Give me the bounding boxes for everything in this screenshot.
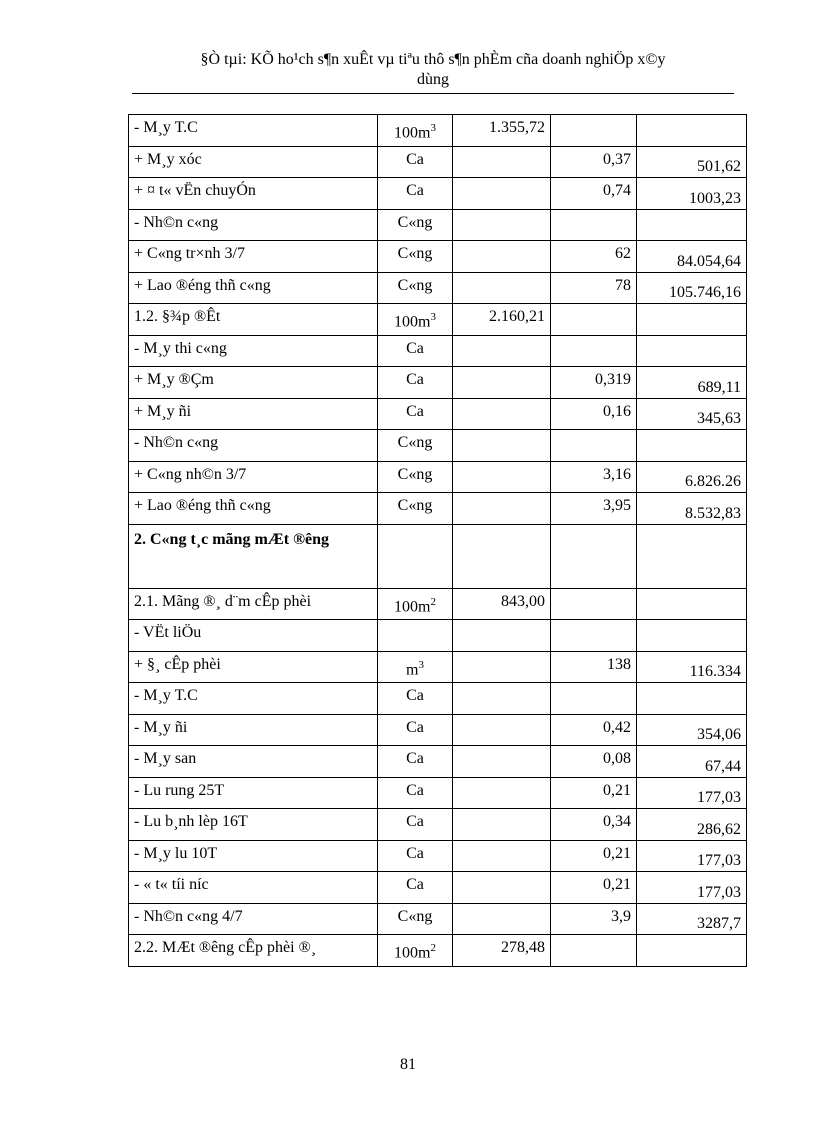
row-total-cell: 177,03	[637, 840, 747, 872]
row-unit-cell: Ca	[378, 872, 453, 904]
row-total-cell: 177,03	[637, 872, 747, 904]
row-unit-cell: Ca	[378, 809, 453, 841]
row-rate-cell	[551, 935, 637, 967]
page-number: 81	[400, 1056, 416, 1073]
row-quantity-cell: 278,48	[453, 935, 551, 967]
table-row	[129, 620, 747, 652]
table-row	[129, 335, 747, 367]
row-total-cell	[637, 588, 747, 620]
row-rate-cell	[551, 209, 637, 241]
row-total-cell: 67,44	[637, 746, 747, 778]
table-row	[129, 241, 747, 273]
row-quantity-cell	[453, 241, 551, 273]
row-unit-cell: Ca	[378, 683, 453, 715]
row-rate-cell: 0,37	[551, 146, 637, 178]
row-name-cell: - Nh©n c«ng 4/7	[129, 903, 378, 935]
row-quantity-cell	[453, 777, 551, 809]
page-header	[132, 50, 734, 90]
row-rate-cell	[551, 304, 637, 336]
row-rate-cell: 0,74	[551, 178, 637, 210]
row-quantity-cell	[453, 430, 551, 462]
row-rate-cell: 78	[551, 272, 637, 304]
table-row	[129, 272, 747, 304]
table-row	[129, 209, 747, 241]
row-rate-cell	[551, 335, 637, 367]
row-name-cell: - VËt liÖu	[129, 620, 378, 652]
row-name-cell: 2.1. Mãng ®¸ d¨m cÊp phèi	[129, 588, 378, 620]
row-quantity-cell	[453, 620, 551, 652]
row-unit-cell: C«ng	[378, 241, 453, 273]
row-name-cell: - Nh©n c«ng	[129, 209, 378, 241]
row-unit-cell: Ca	[378, 367, 453, 399]
row-total-cell	[637, 335, 747, 367]
row-unit-cell	[378, 620, 453, 652]
row-name-cell: + C«ng nh©n 3/7	[129, 461, 378, 493]
unit-exponent: 2	[430, 942, 436, 954]
row-unit-cell: Ca	[378, 335, 453, 367]
row-rate-cell	[551, 430, 637, 462]
row-rate-cell: 62	[551, 241, 637, 273]
row-quantity-cell	[453, 493, 551, 525]
header-title-line2: dùng	[417, 71, 449, 88]
table-row	[129, 398, 747, 430]
row-rate-cell: 0,42	[551, 714, 637, 746]
row-quantity-cell: 1.355,72	[453, 115, 551, 147]
table-row	[129, 903, 747, 935]
row-total-cell: 1003,23	[637, 178, 747, 210]
row-unit-cell: C«ng	[378, 903, 453, 935]
row-total-cell: 345,63	[637, 398, 747, 430]
table-row	[129, 461, 747, 493]
row-name-cell: - M¸y T.C	[129, 683, 378, 715]
row-unit-cell: C«ng	[378, 209, 453, 241]
row-quantity-cell	[453, 683, 551, 715]
row-total-cell: 84.054,64	[637, 241, 747, 273]
row-rate-cell	[551, 524, 637, 588]
row-total-cell	[637, 209, 747, 241]
unit-exponent: 3	[430, 311, 436, 323]
row-name-cell: - M¸y lu 10T	[129, 840, 378, 872]
row-quantity-cell	[453, 398, 551, 430]
row-rate-cell: 0,21	[551, 840, 637, 872]
row-quantity-cell	[453, 524, 551, 588]
row-quantity-cell: 843,00	[453, 588, 551, 620]
table-row	[129, 178, 747, 210]
row-total-cell: 689,11	[637, 367, 747, 399]
row-unit-cell: $100m^2$	[378, 935, 453, 967]
row-total-cell	[637, 683, 747, 715]
row-unit-cell: C«ng	[378, 272, 453, 304]
row-name-cell: 2. C«ng t¸c mãng mÆt ®êng	[129, 524, 378, 588]
row-unit-cell: $m^3$	[378, 651, 453, 683]
table-row	[129, 809, 747, 841]
row-name-cell: - Lu rung 25T	[129, 777, 378, 809]
row-rate-cell: 138	[551, 651, 637, 683]
table-row	[129, 430, 747, 462]
row-quantity-cell	[453, 461, 551, 493]
table-row	[129, 714, 747, 746]
row-unit-cell: $100m^3$	[378, 115, 453, 147]
row-name-cell: - M¸y san	[129, 746, 378, 778]
row-unit-cell: $100m^3$	[378, 304, 453, 336]
row-name-cell: - Lu b¸nh lèp 16T	[129, 809, 378, 841]
row-total-cell: 8.532,83	[637, 493, 747, 525]
row-rate-cell: 0,34	[551, 809, 637, 841]
row-total-cell: 105.746,16	[637, 272, 747, 304]
row-rate-cell: 0,319	[551, 367, 637, 399]
row-unit-cell: C«ng	[378, 430, 453, 462]
row-name-cell: + Lao ®éng thñ c«ng	[129, 493, 378, 525]
table-row	[129, 367, 747, 399]
row-unit-cell: Ca	[378, 714, 453, 746]
row-rate-cell: 0,16	[551, 398, 637, 430]
row-total-cell	[637, 620, 747, 652]
table-row	[129, 588, 747, 620]
row-quantity-cell	[453, 714, 551, 746]
row-rate-cell: 3,16	[551, 461, 637, 493]
row-total-cell: 116.334	[637, 651, 747, 683]
row-name-cell: - « t« tíi níc	[129, 872, 378, 904]
row-unit-cell: C«ng	[378, 461, 453, 493]
row-name-cell: 2.2. MÆt ®êng cÊp phèi ®¸	[129, 935, 378, 967]
unit-exponent: 3	[418, 658, 424, 671]
row-total-cell: 3287,7	[637, 903, 747, 935]
row-total-cell	[637, 935, 747, 967]
row-rate-cell: 0,08	[551, 746, 637, 778]
row-total-cell: 177,03	[637, 777, 747, 809]
row-quantity-cell	[453, 146, 551, 178]
row-quantity-cell: 2.160,21	[453, 304, 551, 336]
table-row	[129, 524, 747, 588]
row-unit-cell: C«ng	[378, 493, 453, 525]
row-total-cell: 286,62	[637, 809, 747, 841]
row-total-cell: 501,62	[637, 146, 747, 178]
table-row	[129, 304, 747, 336]
cost-table	[128, 114, 747, 967]
table-row	[129, 935, 747, 967]
row-quantity-cell	[453, 335, 551, 367]
row-rate-cell: 0,21	[551, 872, 637, 904]
row-unit-cell: Ca	[378, 398, 453, 430]
row-rate-cell	[551, 588, 637, 620]
table-row	[129, 683, 747, 715]
row-unit-cell: Ca	[378, 840, 453, 872]
row-total-cell	[637, 524, 747, 588]
row-rate-cell: 3,9	[551, 903, 637, 935]
row-total-cell	[637, 430, 747, 462]
row-name-cell: + M¸y ñi	[129, 398, 378, 430]
row-name-cell: - M¸y thi c«ng	[129, 335, 378, 367]
row-total-cell: 354,06	[637, 714, 747, 746]
row-name-cell: - Nh©n c«ng	[129, 430, 378, 462]
row-name-cell: - M¸y T.C	[129, 115, 378, 147]
row-unit-cell: $100m^2$	[378, 588, 453, 620]
unit-exponent: 2	[430, 595, 436, 608]
row-total-cell	[637, 115, 747, 147]
row-total-cell	[637, 304, 747, 336]
row-name-cell: + ¤ t« vËn chuyÓn	[129, 178, 378, 210]
row-rate-cell	[551, 620, 637, 652]
row-quantity-cell	[453, 178, 551, 210]
header-rule	[132, 93, 734, 94]
header-title-line1: §Ò tµi: KÕ ho¹ch s¶n xuÊt vµ tiªu thô s¶n phÈm cña doanh nghiÖp x©y	[200, 51, 666, 68]
table-row	[129, 651, 747, 683]
row-unit-cell: Ca	[378, 777, 453, 809]
row-quantity-cell	[453, 903, 551, 935]
row-rate-cell	[551, 683, 637, 715]
table-row	[129, 840, 747, 872]
row-quantity-cell	[453, 872, 551, 904]
row-name-cell: + §¸ cÊp phèi	[129, 651, 378, 683]
table-row	[129, 493, 747, 525]
row-quantity-cell	[453, 746, 551, 778]
row-unit-cell	[378, 524, 453, 588]
row-rate-cell: 3,95	[551, 493, 637, 525]
table-row	[129, 777, 747, 809]
row-rate-cell	[551, 115, 637, 147]
row-rate-cell: 0,21	[551, 777, 637, 809]
row-name-cell: + C«ng tr×nh 3/7	[129, 241, 378, 273]
row-name-cell: 1.2. §¾p ®Êt	[129, 304, 378, 336]
row-name-cell: + M¸y xóc	[129, 146, 378, 178]
row-total-cell: 6.826.26	[637, 461, 747, 493]
row-unit-cell: Ca	[378, 146, 453, 178]
table-row	[129, 115, 747, 147]
row-unit-cell: Ca	[378, 178, 453, 210]
row-quantity-cell	[453, 209, 551, 241]
row-unit-cell: Ca	[378, 746, 453, 778]
table-row	[129, 872, 747, 904]
row-name-cell: - M¸y ñi	[129, 714, 378, 746]
row-quantity-cell	[453, 651, 551, 683]
table-row	[129, 746, 747, 778]
row-name-cell: + Lao ®éng thñ c«ng	[129, 272, 378, 304]
table-row	[129, 146, 747, 178]
unit-exponent: 3	[430, 122, 436, 134]
row-quantity-cell	[453, 840, 551, 872]
row-quantity-cell	[453, 809, 551, 841]
row-quantity-cell	[453, 367, 551, 399]
row-quantity-cell	[453, 272, 551, 304]
row-name-cell: + M¸y ®Çm	[129, 367, 378, 399]
